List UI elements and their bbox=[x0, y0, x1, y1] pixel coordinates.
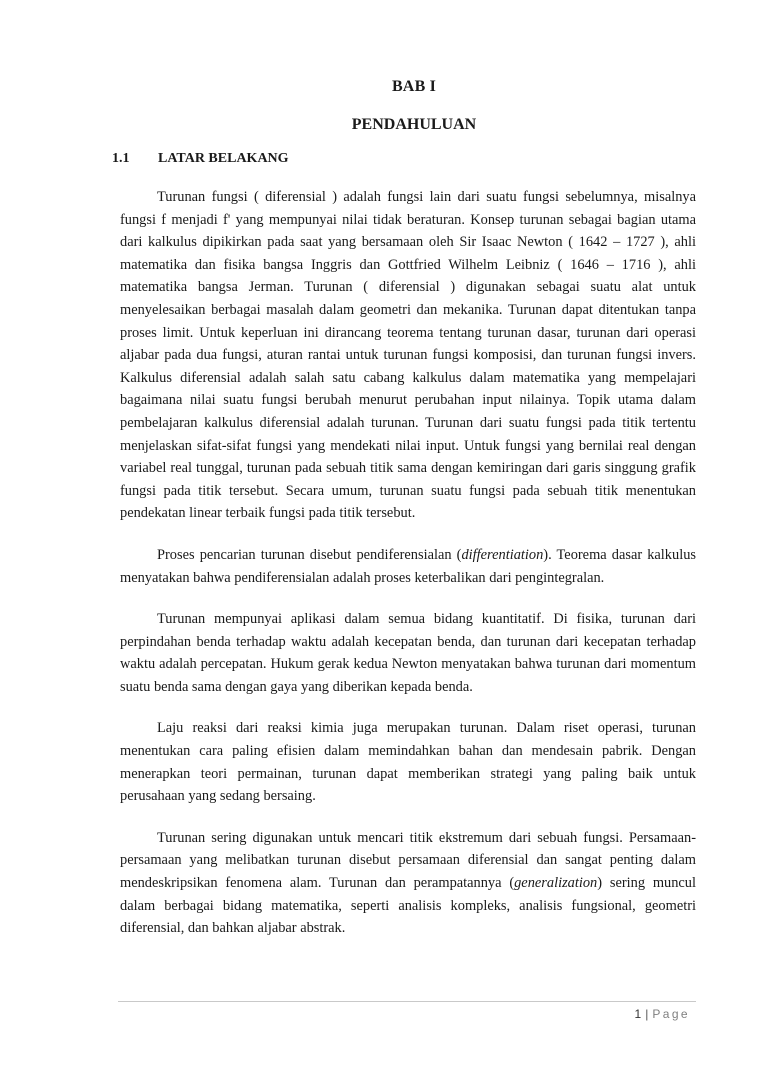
page-separator: | bbox=[645, 1007, 649, 1021]
paragraph bbox=[120, 544, 696, 589]
paragraph: Turunan mempunyai aplikasi dalam semua bidang kuantitatif. Di fisika, turunan dari perpindahan benda terhadap waktu adalah kecepatan benda, dan turunan dari kecepatan terhadap waktu adalah percepatan. Hukum gerak kedua Newton menyatakan bahwa turunan dari momentum suatu benda sama dengan gaya yang diberikan kepada benda. bbox=[120, 611, 696, 695]
paragraph-text: Proses pencarian turunan disebut pendiferensialan ( bbox=[157, 546, 462, 563]
paragraph-text: Turunan sering digunakan untuk mencari titik ekstremum dari sebuah fungsi. Persamaan-persamaan yang melibatkan turunan disebut persamaan diferensial dan sangat penting dalam mendeskripsikan fenomena alam. Turunan dan perampatannya ( bbox=[120, 829, 696, 892]
italic-term: generalization bbox=[514, 875, 598, 892]
paragraph bbox=[120, 827, 696, 940]
section-title: LATAR BELAKANG bbox=[158, 151, 289, 166]
section-number: 1.1 bbox=[112, 151, 130, 166]
chapter-title: BAB I bbox=[391, 78, 437, 95]
page-label: Page bbox=[652, 1007, 690, 1021]
section-heading bbox=[112, 151, 289, 167]
italic-term: differentiation bbox=[461, 546, 544, 563]
paragraph: Turunan fungsi ( diferensial ) adalah fungsi lain dari suatu fungsi sebelumnya, misalnya fungsi f menjadi f' yang mempunyai nilai tidak beraturan. Konsep turunan sebagai bagian utama dari kalkulus dipikirkan pada saat yang bersamaan oleh Sir Isaac Newton ( 1642 – 1727 ), ahli matematika dan fisika bangsa Inggris dan Gottfried Wilhelm Leibniz ( 1646 – 1716 ), ahli matematika bangsa Jerman. Turunan ( diferensial ) digunakan sebagai suatu alat untuk menyelesaikan berbagai masalah dalam geometri dan mekanika. Turunan dapat ditentukan tanpa proses limit. Untuk keperluan ini dirancang teorema tentang turunan dasar, turunan dari operasi aljabar pada dua fungsi, aturan rantai untuk turunan fungsi komposisi, dan turunan fungsi invers. Kalkulus diferensial adalah salah satu cabang kalkulus dalam matematika yang mempelajari bagaimana nilai suatu fungsi berubah menurut perubahan input nilainya. Topik utama dalam pembelajaran kalkulus diferensial adalah turunan. Turunan dari suatu fungsi pada titik tertentu menjelaskan sifat-sifat fungsi yang mendekati nilai input. Untuk fungsi yang bernilai real dengan variabel real tunggal, turunan pada sebuah titik sama dengan kemiringan dari garis singgung grafik fungsi pada titik tersebut. Secara umum, turunan suatu fungsi pada sebuah titik menentukan pendekatan linear terbaik fungsi pada titik tersebut. bbox=[120, 189, 696, 522]
paragraph-text: ). Teorema dasar kalkulus menyatakan bahwa pendiferensialan adalah proses keterbalikan dari pengintegralan. bbox=[120, 546, 696, 586]
paragraph: Laju reaksi dari reaksi kimia juga merupakan turunan. Dalam riset operasi, turunan menentukan cara paling efisien dalam memindahkan bahan dan mendesain pabrik. Dengan menerapkan teori permainan, turunan dapat memberikan strategi yang paling baik untuk perusahaan yang sedang bersaing. bbox=[120, 720, 696, 805]
page-number: 1 bbox=[634, 1007, 642, 1021]
footer-divider bbox=[118, 1001, 696, 1002]
paragraph-text: ) sering muncul dalam berbagai bidang matematika, seperti analisis kompleks, analisis fungsional, geometri diferensial, dan bahkan aljabar abstrak. bbox=[120, 875, 696, 937]
chapter-subtitle: PENDAHULUAN bbox=[351, 116, 477, 133]
body-text bbox=[120, 186, 696, 959]
page-footer bbox=[635, 1007, 690, 1021]
